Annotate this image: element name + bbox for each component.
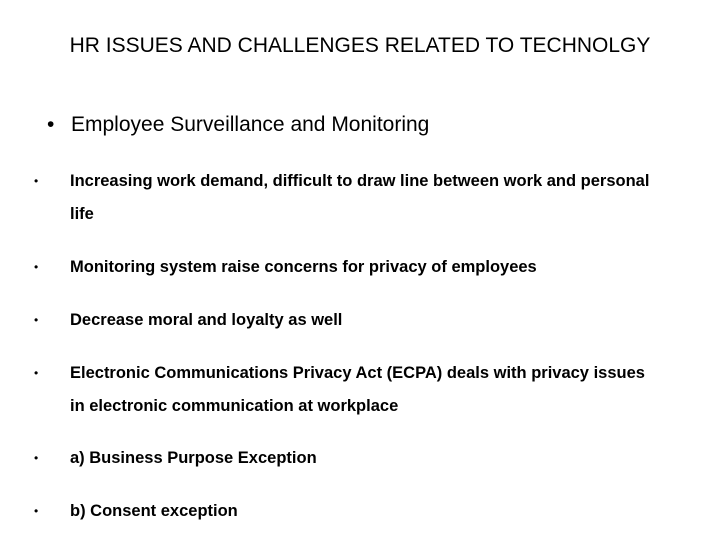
list-item-text: Increasing work demand, difficult to draw line between work and personal life [70, 172, 650, 223]
main-bullet-text: Employee Surveillance and Monitoring [71, 113, 430, 136]
bullet-icon: • [34, 313, 39, 327]
bullet-icon: • [34, 504, 39, 518]
list-item-text: a) Business Purpose Exception [70, 449, 317, 467]
bullet-icon: • [47, 113, 55, 136]
bullet-icon: • [34, 260, 39, 274]
list-item-text: b) Consent exception [70, 502, 238, 520]
bullet-icon: • [34, 366, 39, 380]
bullet-icon: • [34, 451, 39, 465]
list-item-text: Electronic Communications Privacy Act (ECPA) deals with privacy issues in electronic communication at workplace [70, 364, 645, 415]
list-item-text: Monitoring system raise concerns for privacy of employees [70, 258, 537, 276]
list-item-text: Decrease moral and loyalty as well [70, 311, 343, 329]
slide-title: HR ISSUES AND CHALLENGES RELATED TO TECHNOLGY [69, 34, 651, 57]
bullet-icon: • [34, 174, 39, 188]
